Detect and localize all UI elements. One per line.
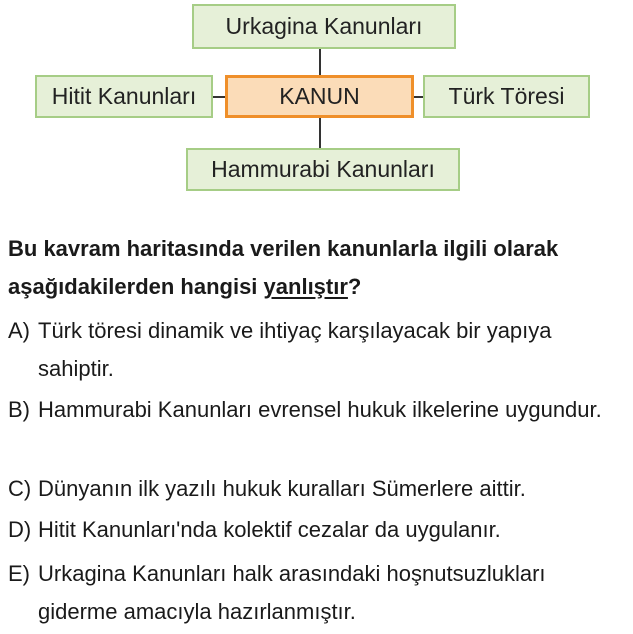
connector-top xyxy=(319,48,321,76)
option-c[interactable] xyxy=(8,470,628,508)
question-underlined-word: yanlıştır xyxy=(263,274,348,299)
concept-box-top xyxy=(192,4,456,49)
option-letter: C) xyxy=(8,476,32,501)
connector-left xyxy=(213,96,225,98)
option-text: Türk töresi dinamik ve ihtiyaç karşılayacak bir yapıya sahiptir. xyxy=(38,318,552,381)
question-suffix: ? xyxy=(347,274,362,299)
option-a[interactable] xyxy=(8,312,628,388)
concept-box-right xyxy=(423,75,590,118)
option-text: Dünyanın ilk yazılı hukuk kuralları Sümerlere aittir. xyxy=(38,476,526,501)
option-e[interactable] xyxy=(8,555,628,631)
concept-box-center xyxy=(225,75,414,118)
option-letter: A) xyxy=(8,318,30,343)
concept-box-left xyxy=(35,75,213,118)
option-d[interactable] xyxy=(8,511,628,549)
option-text: Urkagina Kanunları halk arasındaki hoşnutsuzlukları giderme amacıyla hazırlanmıştır. xyxy=(38,561,546,624)
concept-label-top: Urkagina Kanunları xyxy=(225,13,423,39)
question-prefix: Bu kavram haritasında verilen kanunlarla ilgili olarak aşağıdakilerden hangisi xyxy=(8,236,559,299)
concept-label-center: KANUN xyxy=(279,83,360,109)
option-text: Hitit Kanunları'nda kolektif cezalar da uygulanır. xyxy=(38,517,501,542)
concept-box-bottom xyxy=(186,148,460,191)
question-text xyxy=(8,230,628,306)
connector-bottom xyxy=(319,117,321,149)
concept-label-left: Hitit Kanunları xyxy=(51,83,197,109)
option-letter: B) xyxy=(8,397,30,422)
option-letter: E) xyxy=(8,561,30,586)
concept-label-right: Türk Töresi xyxy=(448,83,565,109)
concept-label-bottom: Hammurabi Kanunları xyxy=(211,156,435,182)
option-b[interactable] xyxy=(8,391,628,429)
option-text: Hammurabi Kanunları evrensel hukuk ilkelerine uygundur. xyxy=(38,397,602,422)
option-letter: D) xyxy=(8,517,32,542)
connector-right xyxy=(413,96,423,98)
